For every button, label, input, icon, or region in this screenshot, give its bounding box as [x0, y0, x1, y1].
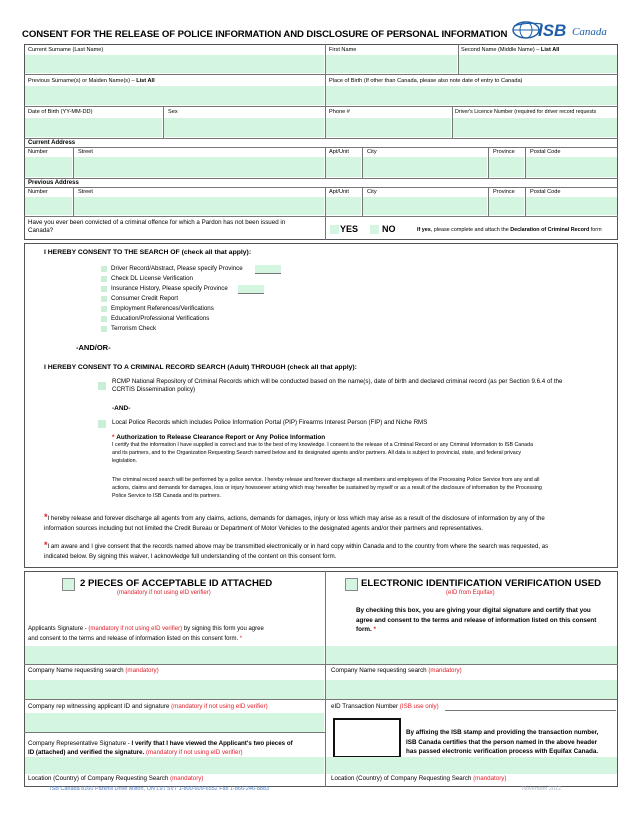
company-rep-input[interactable] [25, 713, 324, 732]
current-province-input[interactable] [489, 157, 524, 177]
dl-verification-label: Check DL License Verification [111, 275, 193, 282]
previous-surname-label: Previous Surname(s) or Maiden Name(s) – List All [28, 78, 155, 84]
sex-input[interactable] [164, 118, 324, 137]
company-name-label-right: Company Name requesting search (mandatory) [331, 667, 462, 674]
authorization-text: I certify that the information I have supplied is correct and true to the best of my knowledge. I consent to the release of a Criminal Record or any Criminal Information to ISB Canada and its partners, and to the Organization Requesting Search named below and its designated agents and/or partners. All data is subject to provincial, state, and federal privacy legislation. [112, 442, 534, 464]
insurance-province-input[interactable] [238, 285, 264, 294]
id-attached-checkbox[interactable] [62, 578, 75, 591]
employment-ref-label: Employment References/Verifications [111, 305, 214, 312]
eid-used-subtitle: (eID from Equifax) [446, 590, 495, 596]
eid-transaction-input[interactable] [445, 701, 616, 711]
first-name-input[interactable] [326, 55, 457, 73]
current-address-title: Current Address [28, 140, 76, 146]
previous-province-label: Province [493, 189, 515, 195]
current-number-label: Number [28, 149, 48, 155]
pardon-no-label: NO [382, 224, 396, 234]
phone-label: Phone # [329, 109, 350, 115]
company-rep-label: Company rep witnessing applicant ID and signature (mandatory if not using eID verifier) [28, 703, 268, 710]
pardon-no-checkbox[interactable] [370, 225, 379, 234]
eid-signature-input[interactable] [326, 646, 617, 664]
rep-signature-label: Company Representative Signature - I verify that I have viewed the Applicant's two pieces of ID (attached) and verified the signature. (mandatory if not using eID verifier) [28, 740, 293, 756]
isb-stamp-box[interactable] [333, 718, 401, 758]
location-label-left: Location (Country) of Company Requesting Search (mandatory) [28, 775, 204, 782]
insurance-history-checkbox[interactable] [101, 286, 107, 292]
police-search-text: The criminal record search will be performed by a police service. I hereby release and forever discharge all members and employees of the Processing Police Service from any and all actions, claims and demands for damages, loss or injury howsoever arising which may hereafter be sustained by myself or as a result of the disclosure of information by the Processing Police Service to ISB Canada and its partners. [112, 477, 542, 499]
previous-postal-label: Postal Code [530, 189, 561, 195]
current-surname-input[interactable] [25, 55, 324, 73]
previous-apt-label: Apt/Unit [329, 189, 349, 195]
terrorism-label: Terrorism Check [111, 325, 157, 332]
second-name-label: Second Name (Middle Name) – List All [461, 47, 560, 53]
applicant-signature-input[interactable] [25, 646, 324, 664]
previous-surname-input[interactable] [25, 86, 324, 105]
footer-address: ISB Canada 8160 Parkhill Drive Milton, ON L9T 5V7 1-800-609-6552 Fax 1-866-246-8883 [50, 786, 270, 792]
rep-signature-input[interactable] [25, 757, 324, 774]
previous-city-input[interactable] [363, 197, 487, 215]
current-postal-input[interactable] [526, 157, 617, 177]
first-name-label: First Name [329, 47, 357, 53]
current-province-label: Province [493, 149, 515, 155]
release-text: *I hereby release and forever discharge all agents from any claims, actions, demands for damages, injury or loss which may arise as a result of the disclosure of information by any of the information sources including but not limited the Credit Bureau or Department of Motor Vehicles to the designated agents and/or their partners and representatives. [44, 512, 545, 532]
company-name-label-left: Company Name requesting search (mandatory) [28, 667, 159, 674]
eid-used-title: ELECTRONIC IDENTIFICATION VERIFICATION USED [361, 578, 602, 589]
dob-input[interactable] [25, 118, 162, 137]
applicant-signature-label: Applicants Signature - (mandatory if not using eID verifier) by signing this form you agree and consent to the terms and release of information listed on this consent form. * [28, 626, 264, 642]
and-or-label: -AND/OR- [76, 343, 111, 352]
location-label-right: Location (Country) of Company Requesting Search (mandatory) [331, 775, 507, 782]
insurance-history-label: Insurance History, Please specify Province [111, 285, 228, 292]
and-label: -AND- [112, 405, 131, 412]
phone-input[interactable] [326, 118, 451, 137]
criminal-search-heading: I HEREBY CONSENT TO A CRIMINAL RECORD SEARCH (Adult) THROUGH (check all that apply): [44, 364, 357, 371]
education-checkbox[interactable] [101, 316, 107, 322]
current-postal-label: Postal Code [530, 149, 561, 155]
dl-verification-checkbox[interactable] [101, 276, 107, 282]
eid-consent-text: By checking this box, you are giving your digital signature and certify that you agree and consent to the terms and release of information listed on this consent form. * [356, 607, 597, 633]
previous-address-title: Previous Address [28, 180, 79, 186]
driver-record-checkbox[interactable] [101, 266, 107, 272]
footer-date: November 2012 [522, 786, 562, 792]
licence-label: Driver's Licence Number (required for driver record requests [455, 109, 597, 115]
place-of-birth-input[interactable] [326, 86, 617, 105]
driver-province-input[interactable] [255, 265, 281, 274]
eid-transaction-label: eID Transaction Number (ISB use only) [331, 703, 439, 710]
local-police-text: Local Police Records which includes Police Information Portal (PIP) Firearms Interest Person (FIP) and Niche RMS [112, 419, 428, 426]
current-city-label: City [367, 149, 377, 155]
previous-postal-input[interactable] [526, 197, 617, 215]
eid-used-checkbox[interactable] [345, 578, 358, 591]
company-name-input-right[interactable] [326, 680, 617, 699]
logo-isb: ISB [538, 21, 567, 40]
previous-number-input[interactable] [25, 197, 72, 215]
employment-ref-checkbox[interactable] [101, 306, 107, 312]
pardon-yes-checkbox[interactable] [330, 225, 339, 234]
pardon-question: Have you ever been convicted of a criminal offence for which a Pardon has not been issued in Canada? [28, 219, 286, 234]
sex-label: Sex [168, 109, 178, 115]
local-police-checkbox[interactable] [98, 420, 106, 428]
authorization-title: * Authorization to Release Clearance Report or Any Police Information [112, 434, 326, 441]
terrorism-checkbox[interactable] [101, 326, 107, 332]
id-attached-subtitle: (mandatory if not using eID verifier) [117, 590, 211, 596]
previous-apt-input[interactable] [326, 197, 361, 215]
rcmp-text: RCMP National Repository of Criminal Records which will be conducted based on the name(s), date of birth and declared criminal record (as per Section 9.6.4 of the CCRTIS Dissemination policy) [112, 378, 563, 393]
licence-input[interactable] [453, 118, 617, 137]
aware-text: *I am aware and I give consent that the records named above may be transmitted electronically or in hard copy within Canada and to the country from where the search was requested, as indicated below. By signing this waiver, I acknowledge full understanding of the content on this consent form. [44, 540, 549, 560]
pardon-note: If yes, please complete and attach the Declaration of Criminal Record form [417, 227, 602, 233]
place-of-birth-label: Place of Birth (If other than Canada, please also note date of entry to Canada) [329, 78, 523, 84]
previous-province-input[interactable] [489, 197, 524, 215]
current-street-label: Street [78, 149, 93, 155]
id-attached-title: 2 PIECES OF ACCEPTABLE ID ATTACHED [80, 578, 273, 589]
location-input-right[interactable] [326, 757, 617, 774]
current-number-input[interactable] [25, 157, 72, 177]
company-name-input-left[interactable] [25, 680, 324, 699]
driver-record-label: Driver Record/Abstract, Please specify Province [111, 265, 243, 272]
previous-city-label: City [367, 189, 377, 195]
credit-report-checkbox[interactable] [101, 296, 107, 302]
current-apt-label: Apt/Unit [329, 149, 349, 155]
education-label: Education/Professional Verifications [111, 315, 210, 322]
consent-search-heading: I HEREBY CONSENT TO THE SEARCH OF (check all that apply): [44, 249, 252, 256]
pardon-yes-label: YES [340, 224, 359, 234]
previous-street-label: Street [78, 189, 93, 195]
form-title: CONSENT FOR THE RELEASE OF POLICE INFORMATION AND DISCLOSURE OF PERSONAL INFORMATION [22, 29, 508, 40]
current-street-input[interactable] [74, 157, 324, 177]
current-surname-label: Current Surname (Last Name) [28, 47, 104, 53]
dob-label: Date of Birth (YY-MM-DD) [28, 109, 93, 115]
stamp-certification-text: By affixing the ISB stamp and providing the transaction number, ISB Canada certifies that the person named in the above header has passed electronic verification process with Equifax Canada. [406, 729, 599, 755]
credit-report-label: Consumer Credit Report [111, 295, 179, 302]
previous-number-label: Number [28, 189, 48, 195]
current-apt-input[interactable] [326, 157, 361, 177]
second-name-input[interactable] [459, 55, 617, 73]
isb-logo [512, 20, 624, 44]
previous-street-input[interactable] [74, 197, 324, 215]
current-city-input[interactable] [363, 157, 487, 177]
rcmp-checkbox[interactable] [98, 382, 106, 390]
logo-canada: Canada [572, 26, 607, 38]
